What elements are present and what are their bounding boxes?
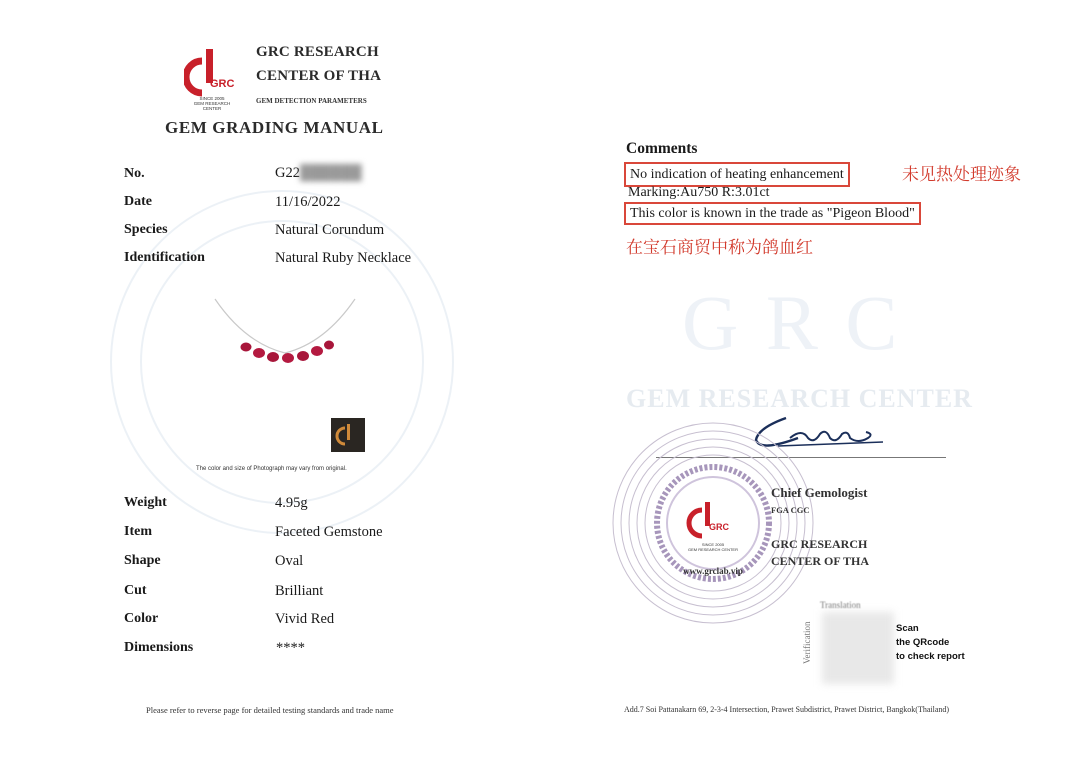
- logo-text: GRC: [210, 78, 235, 90]
- field-label-cut: Cut: [124, 583, 147, 598]
- right-footer: Add.7 Soi Pattanakarn 69, 2-3-4 Intersection, Prawet Subdistrict, Prawet District, Bangkok(Thailand): [624, 705, 950, 714]
- field-label-identification: Identification: [124, 250, 205, 265]
- comment-heating-cn: 未见热处理迹象: [902, 165, 1021, 185]
- comment-pigeon-blood-cn: 在宝石商贸中称为鸽血红: [626, 238, 813, 258]
- qr-code[interactable]: [822, 612, 894, 684]
- qr-text-line1: Scan: [896, 623, 919, 634]
- brand-name-line1: GRC RESEARCH: [256, 44, 379, 60]
- org-name-line1: GRC RESEARCH: [771, 537, 868, 551]
- seal-caption1: SINCE 2005: [701, 542, 725, 547]
- photo-note: The color and size of Photograph may vary from original.: [196, 466, 347, 472]
- signer-quals: FGA CGC: [771, 505, 810, 515]
- field-label-weight: Weight: [124, 495, 167, 510]
- logo-caption-line2: GEM RESEARCH CENTER: [193, 101, 231, 111]
- report-number: G22: [275, 165, 300, 181]
- logo-caption-line1: SINCE 2005: [199, 96, 225, 101]
- brand-subtitle: GEM DETECTION PARAMETERS: [256, 97, 367, 105]
- qr-verification-label: Verification: [802, 621, 812, 664]
- left-footer: Please refer to reverse page for detailed testing standards and trade name: [146, 705, 394, 715]
- watermark-line: GEM RESEARCH CENTER: [626, 384, 973, 413]
- field-value-cut: Brilliant: [275, 583, 324, 599]
- comment-pigeon-blood: This color is known in the trade as "Pigeon Blood": [624, 202, 921, 225]
- field-label-no: No.: [124, 166, 145, 181]
- field-label-species: Species: [124, 222, 168, 237]
- hologram-sticker: [331, 418, 365, 452]
- qr-text-line2: the QRcode: [896, 637, 950, 648]
- qr-instructions: [896, 622, 965, 664]
- comments-title: Comments: [626, 140, 698, 157]
- field-label-shape: Shape: [124, 553, 161, 568]
- seal-text: GRC: [709, 522, 729, 532]
- qr-translation-label: Translation: [820, 600, 861, 610]
- qr-text-line3: to check report: [896, 651, 965, 662]
- field-value-dimensions: ****: [276, 640, 305, 656]
- field-value-color: Vivid Red: [275, 611, 335, 627]
- field-value-species: Natural Corundum: [275, 222, 385, 238]
- seal-caption2: GEM RESEARCH CENTER: [687, 547, 739, 552]
- field-label-date: Date: [124, 194, 152, 209]
- redacted-number: ██████: [299, 165, 362, 181]
- field-label-item: Item: [124, 524, 152, 539]
- right-page: [540, 0, 1080, 763]
- org-name-line2: CENTER OF THA: [771, 554, 870, 568]
- field-label-color: Color: [124, 611, 159, 626]
- field-label-dimensions: Dimensions: [124, 640, 194, 655]
- field-value-date: 11/16/2022: [275, 194, 341, 210]
- field-value-shape: Oval: [275, 553, 304, 569]
- comment-marking: Marking:Au750 R:3.01ct: [628, 185, 770, 200]
- page-title: GEM GRADING MANUAL: [165, 118, 384, 137]
- field-value-no: [275, 165, 362, 182]
- watermark-grc: G R C: [682, 279, 902, 366]
- field-value-item: Faceted Gemstone: [275, 524, 383, 540]
- comment-heating: No indication of heating enhancement: [624, 162, 850, 187]
- field-value-identification: Natural Ruby Necklace: [275, 250, 412, 266]
- seal-rosette: [608, 418, 818, 628]
- field-value-weight: 4.95g: [275, 495, 308, 511]
- brand-name-line2: CENTER OF THA: [256, 68, 382, 84]
- seal-url: www.grclab.vip: [683, 566, 743, 576]
- logo-caption: [186, 96, 238, 111]
- necklace-photo: [205, 295, 365, 375]
- signer-title: Chief Gemologist: [771, 485, 868, 500]
